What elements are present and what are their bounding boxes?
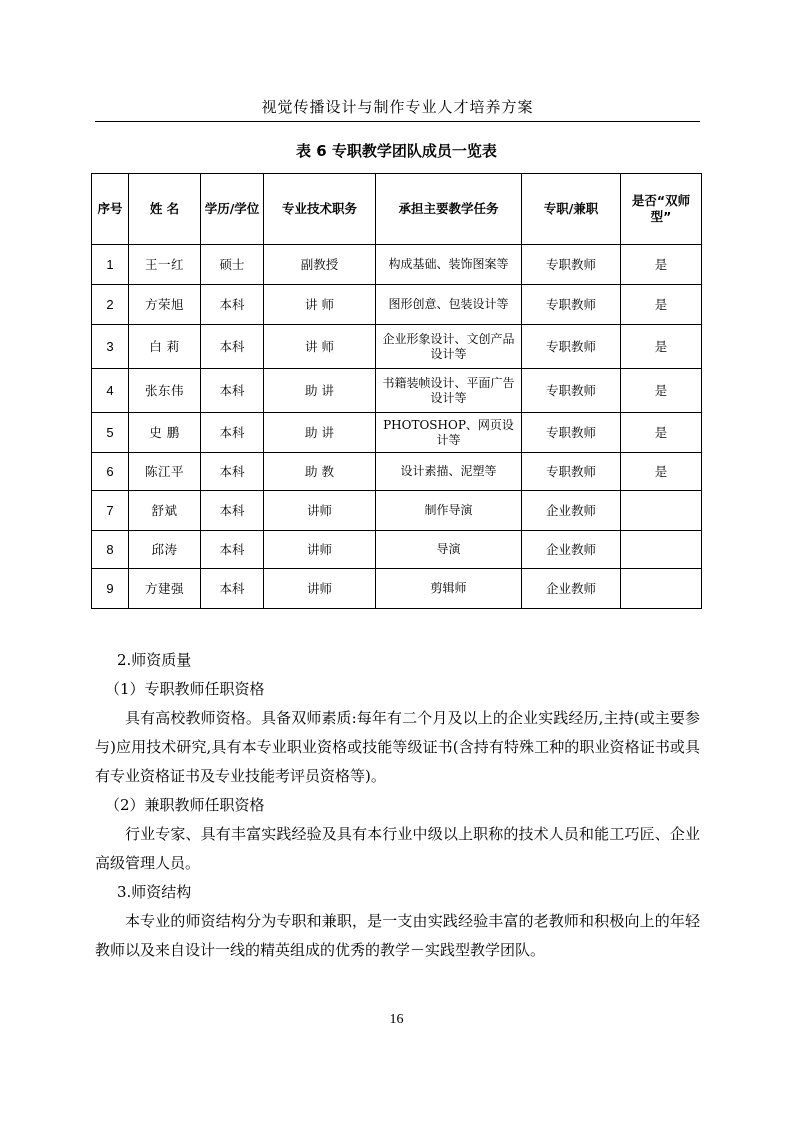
table-cell: 专职教师	[522, 453, 621, 491]
table-cell: 是	[621, 413, 702, 453]
table-cell: 方建强	[129, 569, 201, 609]
paragraph: 具有高校教师资格。具备双师素质:每年有二个月及以上的企业实践经历,主持(或主要参与)应用技术研究,具有本专业职业资格或技能等级证书(含持有特殊工种的职业资格证书或具有专业资格证书及专业技能考评员资格等)。	[95, 709, 700, 785]
table-cell: 制作导演	[376, 491, 522, 531]
table-cell: 专职教师	[522, 285, 621, 325]
paragraph: 本专业的师资结构分为专职和兼职，是一支由实践经验丰富的老教师和积极向上的年轻教师以及来自设计一线的精英组成的优秀的教学－实践型教学团队。	[95, 912, 700, 959]
table-cell: 8	[92, 531, 129, 569]
table-cell: 讲师	[264, 491, 376, 531]
table-row	[92, 491, 702, 531]
table-cell: 副教授	[264, 245, 376, 285]
body-text	[95, 646, 700, 965]
table-cell: 本科	[201, 413, 264, 453]
subsection-heading: （2）兼职教师任职资格	[105, 796, 265, 814]
staff-table	[91, 173, 702, 609]
table-row	[92, 413, 702, 453]
table-cell: 本科	[201, 453, 264, 491]
table-cell: 4	[92, 369, 129, 413]
table-cell: 构成基础、装饰图案等	[376, 245, 522, 285]
table-row	[92, 245, 702, 285]
table-cell	[621, 531, 702, 569]
table-cell: 方荣旭	[129, 285, 201, 325]
table-cell: 本科	[201, 285, 264, 325]
table-cell: 企业教师	[522, 569, 621, 609]
table-cell: 讲师	[264, 569, 376, 609]
table-row	[92, 569, 702, 609]
running-header: 视觉传播设计与制作专业人才培养方案	[261, 98, 534, 116]
table-row	[92, 325, 702, 369]
header-cell: 专职/兼职	[522, 174, 621, 245]
table-cell: 专职教师	[522, 413, 621, 453]
table-cell: 专职教师	[522, 325, 621, 369]
table-cell: 企业教师	[522, 491, 621, 531]
table-cell: 5	[92, 413, 129, 453]
table-cell: 2	[92, 285, 129, 325]
table-cell: 陈江平	[129, 453, 201, 491]
table-cell: 是	[621, 245, 702, 285]
table-cell: 舒斌	[129, 491, 201, 531]
table-cell	[621, 569, 702, 609]
header-cell: 姓 名	[129, 174, 201, 245]
table-row	[92, 531, 702, 569]
table-cell: 助 教	[264, 453, 376, 491]
table-cell: 企业形象设计、文创产品设计等	[376, 325, 522, 369]
table-row	[92, 369, 702, 413]
table-row	[92, 453, 702, 491]
table-cell: 本科	[201, 569, 264, 609]
table-cell: 3	[92, 325, 129, 369]
table-cell: 讲 师	[264, 285, 376, 325]
table-cell: 讲 师	[264, 325, 376, 369]
table-cell: 书籍装帧设计、平面广告设计等	[376, 369, 522, 413]
table-row	[92, 285, 702, 325]
table-cell: 导演	[376, 531, 522, 569]
table-cell: 9	[92, 569, 129, 609]
table-cell: 王一红	[129, 245, 201, 285]
header-cell: 承担主要教学任务	[376, 174, 522, 245]
header-cell: 专业技术职务	[264, 174, 376, 245]
table-cell: 专职教师	[522, 369, 621, 413]
table-title: 表 6 专职教学团队成员一览表	[296, 142, 497, 160]
table-cell: 白 莉	[129, 325, 201, 369]
table-cell: 剪辑师	[376, 569, 522, 609]
table-cell: PHOTOSHOP、网页设计等	[376, 413, 522, 453]
header-cell: 序号	[92, 174, 129, 245]
table-header-row	[92, 174, 702, 245]
page-number: 16	[389, 1012, 404, 1027]
table-cell: 企业教师	[522, 531, 621, 569]
section-heading: 3.师资结构	[117, 883, 192, 901]
table-cell: 硕士	[201, 245, 264, 285]
table-cell: 是	[621, 453, 702, 491]
table-cell: 专职教师	[522, 245, 621, 285]
table-cell: 设计素描、泥塑等	[376, 453, 522, 491]
header-rule	[95, 121, 700, 122]
table-cell	[621, 491, 702, 531]
table-cell: 史 鹏	[129, 413, 201, 453]
table-cell: 本科	[201, 531, 264, 569]
header-cell: 学历/学位	[201, 174, 264, 245]
table-cell: 是	[621, 369, 702, 413]
table-cell: 本科	[201, 491, 264, 531]
table-cell: 助 讲	[264, 369, 376, 413]
table-cell: 是	[621, 325, 702, 369]
table-cell: 6	[92, 453, 129, 491]
paragraph: 行业专家、具有丰富实践经验及具有本行业中级以上职称的技术人员和能工巧匠、企业高级管理人员。	[95, 825, 700, 872]
table-cell: 邱涛	[129, 531, 201, 569]
table-cell: 是	[621, 285, 702, 325]
table-cell: 张东伟	[129, 369, 201, 413]
table-cell: 7	[92, 491, 129, 531]
section-heading: 2.师资质量	[117, 651, 192, 669]
table-cell: 1	[92, 245, 129, 285]
table-cell: 本科	[201, 325, 264, 369]
header-cell: 是否“双师型”	[621, 174, 702, 245]
subsection-heading: （1）专职教师任职资格	[105, 680, 265, 698]
table-cell: 助 讲	[264, 413, 376, 453]
table-cell: 讲师	[264, 531, 376, 569]
table-cell: 图形创意、包装设计等	[376, 285, 522, 325]
table-cell: 本科	[201, 369, 264, 413]
